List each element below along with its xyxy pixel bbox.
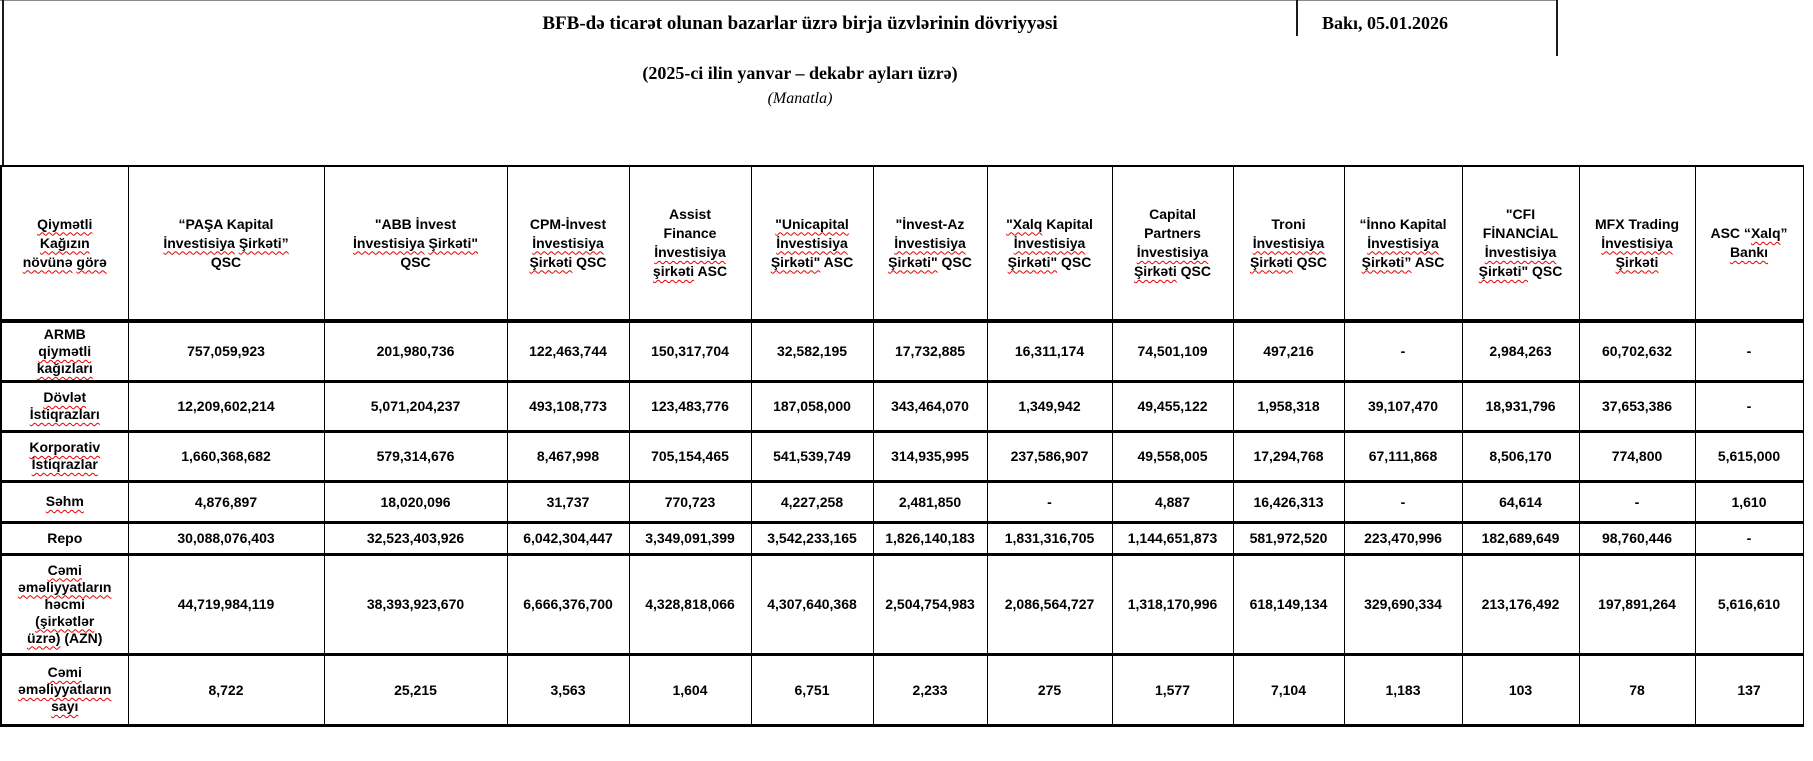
data-cell: 705,154,465 bbox=[629, 431, 751, 481]
data-cell: 2,481,850 bbox=[873, 481, 987, 522]
table-row bbox=[1, 522, 1803, 554]
data-cell: 2,086,564,727 bbox=[987, 554, 1112, 654]
data-cell: 38,393,923,670 bbox=[324, 554, 507, 654]
table-row bbox=[1, 381, 1803, 431]
data-cell: 275 bbox=[987, 654, 1112, 725]
data-cell: 1,183 bbox=[1344, 654, 1462, 725]
row-label: Səhm bbox=[1, 481, 128, 522]
data-cell: 197,891,264 bbox=[1579, 554, 1695, 654]
data-cell: 49,558,005 bbox=[1112, 431, 1233, 481]
data-cell: 18,020,096 bbox=[324, 481, 507, 522]
data-cell: 497,216 bbox=[1233, 321, 1344, 381]
data-cell: 774,800 bbox=[1579, 431, 1695, 481]
data-cell: 37,653,386 bbox=[1579, 381, 1695, 431]
data-cell: 1,826,140,183 bbox=[873, 522, 987, 554]
data-cell: 17,294,768 bbox=[1233, 431, 1344, 481]
column-header: "İnvest-Az İnvestisiya Şirkəti" QSC bbox=[873, 166, 987, 321]
data-cell: 182,689,649 bbox=[1462, 522, 1579, 554]
table-row bbox=[1, 654, 1803, 725]
data-cell: 25,215 bbox=[324, 654, 507, 725]
data-cell: 187,058,000 bbox=[751, 381, 873, 431]
page-top-border bbox=[0, 0, 1556, 1]
data-cell: 4,328,818,066 bbox=[629, 554, 751, 654]
column-header: Troni İnvestisiya Şirkəti QSC bbox=[1233, 166, 1344, 321]
data-cell: 4,307,640,368 bbox=[751, 554, 873, 654]
data-cell: 493,108,773 bbox=[507, 381, 629, 431]
data-cell: 1,958,318 bbox=[1233, 381, 1344, 431]
data-cell: 1,144,651,873 bbox=[1112, 522, 1233, 554]
turnover-table bbox=[0, 165, 1804, 727]
data-cell: 6,042,304,447 bbox=[507, 522, 629, 554]
data-cell: 49,455,122 bbox=[1112, 381, 1233, 431]
column-header: "Unicapital İnvestisiya Şirkəti" ASC bbox=[751, 166, 873, 321]
report-date: Bakı, 05.01.2026 bbox=[1322, 13, 1449, 33]
data-cell: 4,227,258 bbox=[751, 481, 873, 522]
row-label: Cəmi əməliyyatların sayı bbox=[1, 654, 128, 725]
column-header: ASC “Xalq” Bankı bbox=[1695, 166, 1803, 321]
column-header: Capital Partners İnvestisiya Şirkəti QSC bbox=[1112, 166, 1233, 321]
data-cell: 7,104 bbox=[1233, 654, 1344, 725]
column-header: “İnno Kapital İnvestisiya Şirkəti” ASC bbox=[1344, 166, 1462, 321]
data-cell: 1,577 bbox=[1112, 654, 1233, 725]
row-label: ARMB qiymətli kağızları bbox=[1, 321, 128, 381]
column-header: CPM-İnvest İnvestisiya Şirkəti QSC bbox=[507, 166, 629, 321]
data-cell: 8,722 bbox=[128, 654, 324, 725]
data-cell: 1,610 bbox=[1695, 481, 1803, 522]
row-label: Korporativ İstiqrazlar bbox=[1, 431, 128, 481]
corner-header: Qiymətli Kağızın növünə görə bbox=[1, 166, 128, 321]
data-cell: 5,616,610 bbox=[1695, 554, 1803, 654]
data-cell: 770,723 bbox=[629, 481, 751, 522]
data-cell: 2,504,754,983 bbox=[873, 554, 987, 654]
data-cell: 30,088,076,403 bbox=[128, 522, 324, 554]
data-cell: 4,876,897 bbox=[128, 481, 324, 522]
data-cell: 137 bbox=[1695, 654, 1803, 725]
data-cell: 237,586,907 bbox=[987, 431, 1112, 481]
table-row bbox=[1, 321, 1803, 381]
data-cell: - bbox=[1695, 381, 1803, 431]
data-cell: 579,314,676 bbox=[324, 431, 507, 481]
data-cell: 757,059,923 bbox=[128, 321, 324, 381]
data-cell: - bbox=[987, 481, 1112, 522]
page-subtitle: (2025-ci ilin yanvar – dekabr ayları üzrə) bbox=[642, 63, 958, 83]
column-header: Assist Finance İnvestisiya şirkəti ASC bbox=[629, 166, 751, 321]
data-cell: 39,107,470 bbox=[1344, 381, 1462, 431]
data-cell: 618,149,134 bbox=[1233, 554, 1344, 654]
data-cell: 5,615,000 bbox=[1695, 431, 1803, 481]
data-cell: 4,887 bbox=[1112, 481, 1233, 522]
data-cell: - bbox=[1695, 321, 1803, 381]
data-cell: 8,467,998 bbox=[507, 431, 629, 481]
column-header: "ABB İnvest İnvestisiya Şirkəti" QSC bbox=[324, 166, 507, 321]
data-cell: 1,660,368,682 bbox=[128, 431, 324, 481]
header-row bbox=[1, 166, 1803, 321]
data-cell: 60,702,632 bbox=[1579, 321, 1695, 381]
data-cell: 1,831,316,705 bbox=[987, 522, 1112, 554]
column-header: “PAŞA Kapital İnvestisiya Şirkəti” QSC bbox=[128, 166, 324, 321]
data-cell: 44,719,984,119 bbox=[128, 554, 324, 654]
table-head bbox=[1, 166, 1803, 321]
data-cell: - bbox=[1579, 481, 1695, 522]
data-cell: 1,349,942 bbox=[987, 381, 1112, 431]
table-row bbox=[1, 431, 1803, 481]
data-cell: 329,690,334 bbox=[1344, 554, 1462, 654]
data-cell: 314,935,995 bbox=[873, 431, 987, 481]
data-cell: 3,349,091,399 bbox=[629, 522, 751, 554]
data-cell: 3,542,233,165 bbox=[751, 522, 873, 554]
data-cell: 12,209,602,214 bbox=[128, 381, 324, 431]
table-row bbox=[1, 481, 1803, 522]
page-title: BFB-də ticarət olunan bazarlar üzrə birja üzvlərinin dövriyyəsi bbox=[542, 13, 1058, 34]
data-cell: 6,666,376,700 bbox=[507, 554, 629, 654]
row-label: Repo bbox=[1, 522, 128, 554]
data-cell: 3,563 bbox=[507, 654, 629, 725]
data-cell: 6,751 bbox=[751, 654, 873, 725]
data-cell: 17,732,885 bbox=[873, 321, 987, 381]
data-cell: 213,176,492 bbox=[1462, 554, 1579, 654]
data-cell: 223,470,996 bbox=[1344, 522, 1462, 554]
data-cell: 541,539,749 bbox=[751, 431, 873, 481]
data-cell: 1,318,170,996 bbox=[1112, 554, 1233, 654]
data-cell: 74,501,109 bbox=[1112, 321, 1233, 381]
column-header: "Xalq Kapital İnvestisiya Şirkəti" QSC bbox=[987, 166, 1112, 321]
data-cell: 31,737 bbox=[507, 481, 629, 522]
data-cell: 32,582,195 bbox=[751, 321, 873, 381]
data-cell: 343,464,070 bbox=[873, 381, 987, 431]
data-cell: - bbox=[1695, 522, 1803, 554]
data-cell: 123,483,776 bbox=[629, 381, 751, 431]
data-cell: 1,604 bbox=[629, 654, 751, 725]
data-cell: 78 bbox=[1579, 654, 1695, 725]
data-cell: 18,931,796 bbox=[1462, 381, 1579, 431]
data-cell: 5,071,204,237 bbox=[324, 381, 507, 431]
data-cell: 2,984,263 bbox=[1462, 321, 1579, 381]
column-header: MFX Trading İnvestisiya Şirkəti bbox=[1579, 166, 1695, 321]
data-cell: - bbox=[1344, 321, 1462, 381]
data-cell: 581,972,520 bbox=[1233, 522, 1344, 554]
data-cell: 98,760,446 bbox=[1579, 522, 1695, 554]
data-cell: - bbox=[1344, 481, 1462, 522]
row-label: Cəmi əməliyyatların həcmi (şirkətlər üzrə) (AZN) bbox=[1, 554, 128, 654]
table-row bbox=[1, 554, 1803, 654]
data-cell: 67,111,868 bbox=[1344, 431, 1462, 481]
data-cell: 64,614 bbox=[1462, 481, 1579, 522]
data-cell: 103 bbox=[1462, 654, 1579, 725]
data-cell: 2,233 bbox=[873, 654, 987, 725]
table-body bbox=[1, 321, 1803, 725]
data-cell: 16,426,313 bbox=[1233, 481, 1344, 522]
data-cell: 16,311,174 bbox=[987, 321, 1112, 381]
data-cell: 32,523,403,926 bbox=[324, 522, 507, 554]
data-cell: 201,980,736 bbox=[324, 321, 507, 381]
data-cell: 8,506,170 bbox=[1462, 431, 1579, 481]
row-label: Dövlət İstiqrazları bbox=[1, 381, 128, 431]
column-header: "CFI FİNANCİAL İnvestisiya Şirkəti" QSC bbox=[1462, 166, 1579, 321]
currency-note: (Manatla) bbox=[767, 90, 833, 107]
data-cell: 122,463,744 bbox=[507, 321, 629, 381]
data-cell: 150,317,704 bbox=[629, 321, 751, 381]
